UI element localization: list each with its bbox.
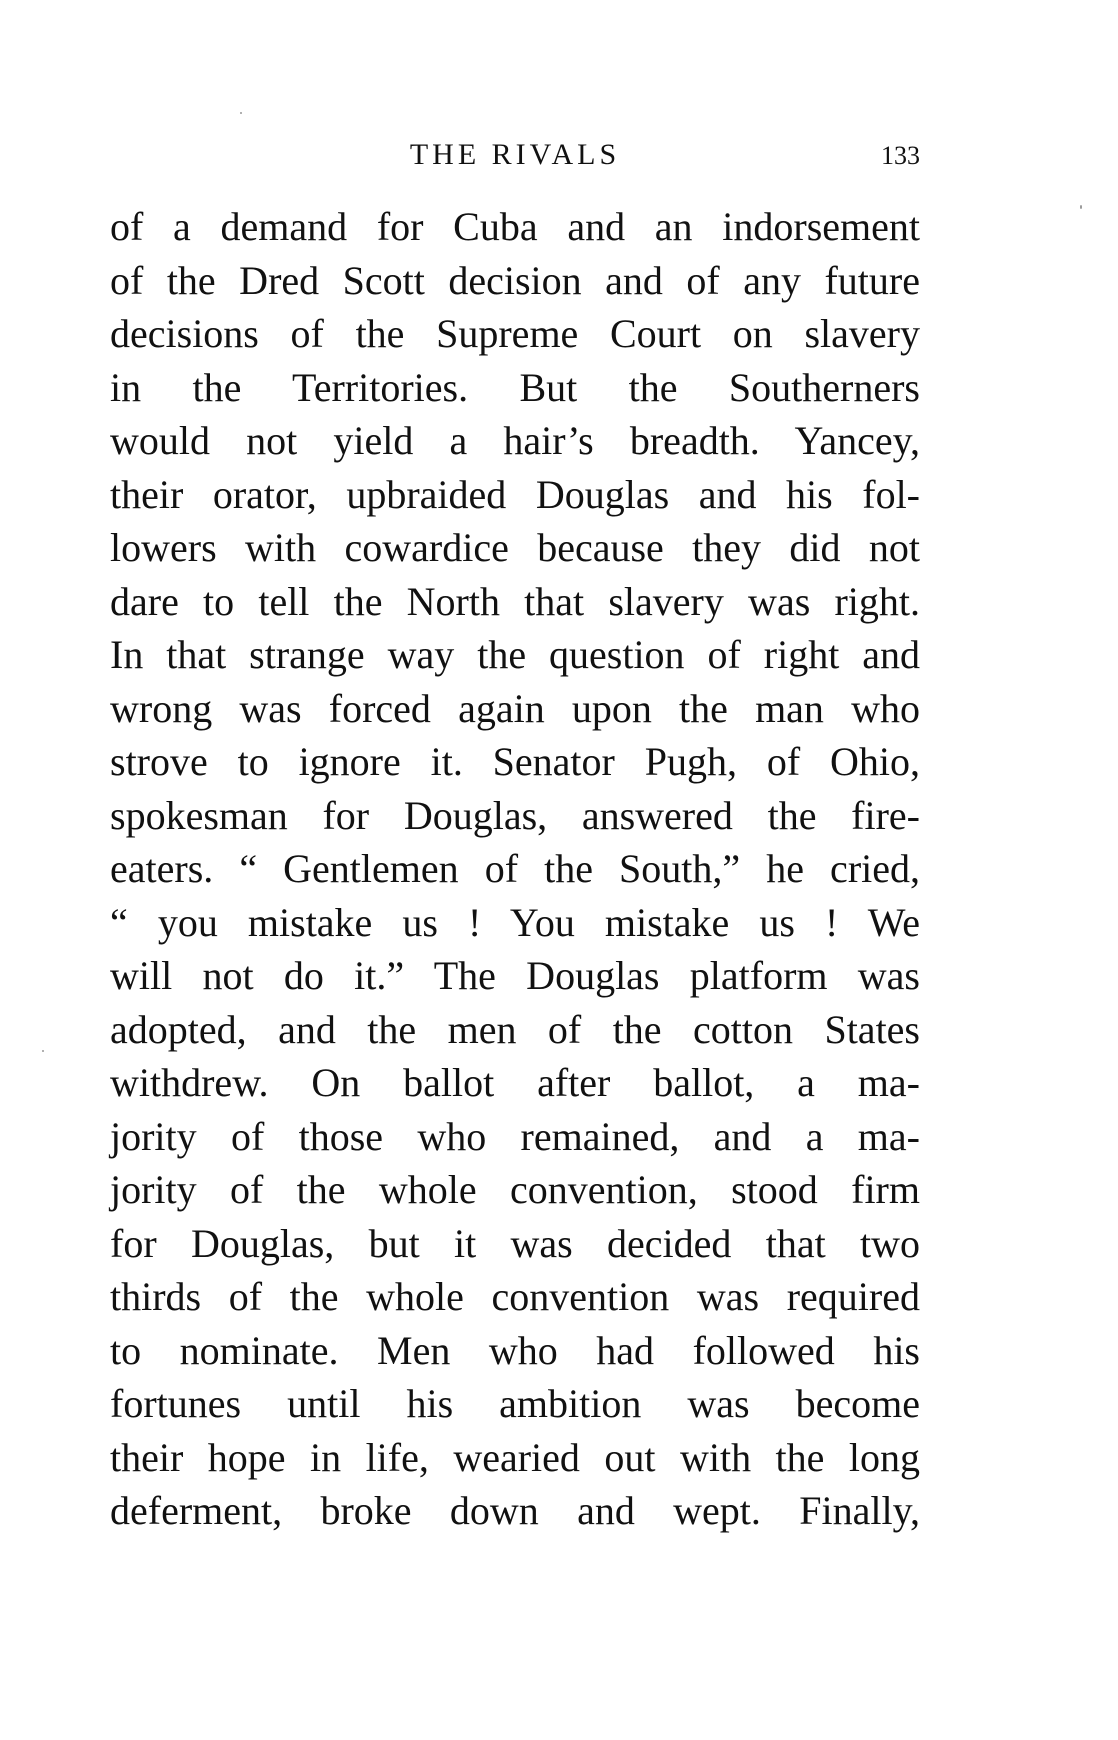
text-line: “ you mistake us ! You mistake us ! We [110,899,920,945]
text-line: In that strange way the question of right and [110,632,920,677]
text-line: their orator, upbraided Douglas and his fol- [110,471,920,517]
text-line: thirds of the whole convention was required [110,1274,920,1319]
text-line: for Douglas, but it was decided that two [110,1220,920,1266]
paper-speck [42,1050,44,1052]
text-line: strove to ignore it. Senator Pugh, of Ohio, [110,739,920,784]
text-line: jority of the whole convention, stood firm [110,1167,920,1212]
text-line: their hope in life, wearied out with the long [110,1434,920,1480]
text-line: of the Dred Scott decision and of any future [110,257,920,303]
body-text [110,200,920,1538]
text-line: adopted, and the men of the cotton States [110,1006,920,1052]
text-line: wrong was forced again upon the man who [110,685,920,731]
paper-speck [1080,205,1082,209]
text-line: to nominate. Men who had followed his [110,1327,920,1373]
text-line: eaters. “ Gentlemen of the South,” he cried, [110,846,920,891]
text-line: would not yield a hair’s breadth. Yancey, [110,418,920,463]
text-line: in the Territories. But the Southerners [110,364,920,410]
text-line: deferment, broke down and wept. Finally, [110,1488,920,1533]
page-number: 133 [881,141,920,170]
text-line: spokesman for Douglas, answered the fire- [110,792,920,838]
text-line: will not do it.” The Douglas platform was [110,953,920,998]
text-line: withdrew. On ballot after ballot, a ma- [110,1060,920,1105]
paper-speck [240,112,242,114]
text-line: of a demand for Cuba and an indorsement [110,204,920,249]
page-header [110,138,920,188]
text-line: lowers with cowardice because they did not [110,525,920,570]
text-line: jority of those who remained, and a ma- [110,1113,920,1159]
text-line: dare to tell the North that slavery was right. [110,578,920,624]
text-line: fortunes until his ambition was become [110,1381,920,1426]
running-head: THE RIVALS [409,138,621,171]
text-line: decisions of the Supreme Court on slavery [110,311,920,356]
